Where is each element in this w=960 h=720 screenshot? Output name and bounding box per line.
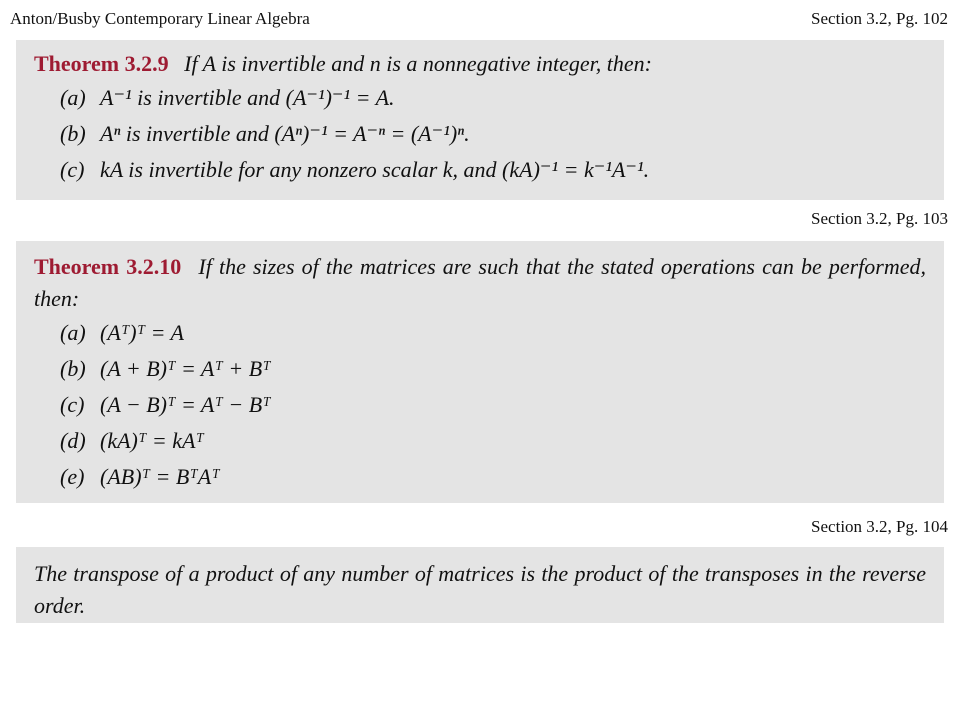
section-reference-102: Section 3.2, Pg. 102 [811, 9, 948, 28]
item-text: (Aᵀ)ᵀ = A [100, 320, 184, 345]
theorem-item-e [60, 459, 926, 495]
theorem-3-2-9-statement: If A is invertible and n is a nonnegative integer, then: [184, 51, 652, 76]
theorem-3-2-9-header [34, 48, 926, 80]
theorem-3-2-9-box [16, 40, 944, 200]
item-label: (c) [60, 157, 85, 182]
theorem-item-a [60, 80, 926, 116]
section-reference-103: Section 3.2, Pg. 103 [811, 209, 948, 228]
item-label: (e) [60, 464, 85, 489]
theorem-item-b [60, 116, 926, 152]
item-text: kA is invertible for any nonzero scalar k, and (kA)⁻¹ = k⁻¹A⁻¹. [100, 157, 650, 182]
item-text: A⁻¹ is invertible and (A⁻¹)⁻¹ = A. [100, 85, 395, 110]
item-label: (b) [60, 356, 86, 381]
theorem-3-2-9-title: Theorem 3.2.9 [34, 51, 169, 76]
transpose-note-box [16, 547, 944, 623]
theorem-3-2-10-title: Theorem 3.2.10 [34, 254, 182, 279]
theorem-3-2-10-items [60, 315, 926, 495]
item-text: (AB)ᵀ = BᵀAᵀ [100, 464, 220, 489]
item-label: (a) [60, 320, 86, 345]
theorem-item-c [60, 387, 926, 423]
transpose-note-text: The transpose of a product of any number of matrices is the product of the transposes in the reverse order. [34, 561, 926, 618]
item-text: (A + B)ᵀ = Aᵀ + Bᵀ [100, 356, 271, 381]
theorem-item-c [60, 152, 926, 188]
theorem-3-2-9-items [60, 80, 926, 188]
item-label: (d) [60, 428, 86, 453]
theorem-item-a [60, 315, 926, 351]
book-title: Anton/Busby Contemporary Linear Algebra [10, 9, 310, 28]
theorem-item-d [60, 423, 926, 459]
item-label: (a) [60, 85, 86, 110]
section-reference-104: Section 3.2, Pg. 104 [811, 517, 948, 536]
theorem-3-2-10-box [16, 241, 944, 503]
item-label: (c) [60, 392, 85, 417]
item-text: (kA)ᵀ = kAᵀ [100, 428, 204, 453]
theorem-3-2-10-statement: If the sizes of the matrices are such that the stated operations can be performed, then: [34, 254, 926, 311]
item-text: Aⁿ is invertible and (Aⁿ)⁻¹ = A⁻ⁿ = (A⁻¹)ⁿ. [100, 121, 470, 146]
theorem-3-2-10-header [34, 251, 926, 315]
item-label: (b) [60, 121, 86, 146]
item-text: (A − B)ᵀ = Aᵀ − Bᵀ [100, 392, 271, 417]
theorem-item-b [60, 351, 926, 387]
